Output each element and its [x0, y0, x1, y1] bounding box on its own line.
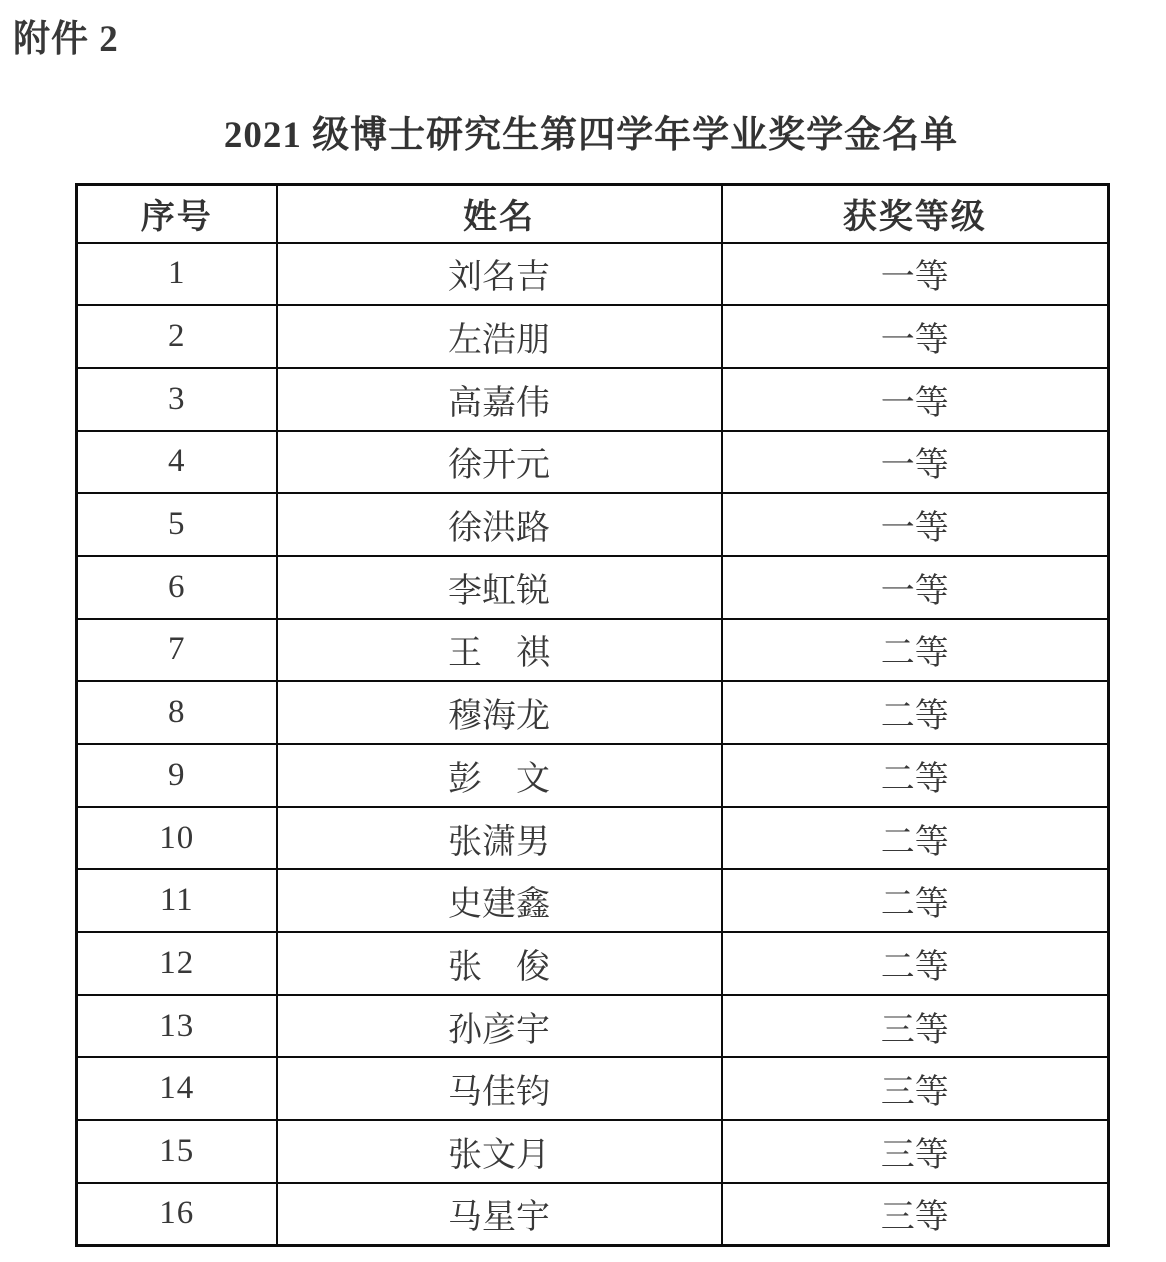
cell-serial-number: 4 [77, 431, 277, 494]
cell-student-name: 马佳钧 [277, 1057, 722, 1120]
scholarship-table [75, 183, 1110, 1247]
cell-award-grade: 一等 [722, 556, 1109, 619]
cell-award-grade: 一等 [722, 493, 1109, 556]
table-row [77, 807, 1109, 870]
table-row [77, 1120, 1109, 1183]
cell-serial-number: 11 [77, 869, 277, 932]
table-row [77, 305, 1109, 368]
cell-student-name: 张潇男 [277, 807, 722, 870]
table-row [77, 1057, 1109, 1120]
cell-student-name: 穆海龙 [277, 681, 722, 744]
cell-award-grade: 三等 [722, 995, 1109, 1058]
header-cell-no: 序号 [77, 185, 277, 243]
cell-student-name: 左浩朋 [277, 305, 722, 368]
table-row [77, 932, 1109, 995]
cell-student-name: 马星宇 [277, 1183, 722, 1246]
cell-award-grade: 三等 [722, 1120, 1109, 1183]
cell-award-grade: 二等 [722, 807, 1109, 870]
cell-award-grade: 二等 [722, 619, 1109, 682]
cell-serial-number: 6 [77, 556, 277, 619]
table-row [77, 681, 1109, 744]
table-row [77, 869, 1109, 932]
cell-student-name: 孙彦宇 [277, 995, 722, 1058]
cell-serial-number: 8 [77, 681, 277, 744]
table-row [77, 995, 1109, 1058]
cell-award-grade: 一等 [722, 431, 1109, 494]
cell-serial-number: 3 [77, 368, 277, 431]
cell-serial-number: 7 [77, 619, 277, 682]
table-row [77, 744, 1109, 807]
cell-serial-number: 2 [77, 305, 277, 368]
table-header-row [77, 185, 1109, 243]
cell-student-name: 张 俊 [277, 932, 722, 995]
header-cell-grade: 获奖等级 [722, 185, 1109, 243]
table-row [77, 368, 1109, 431]
cell-award-grade: 二等 [722, 869, 1109, 932]
table-row [77, 619, 1109, 682]
cell-award-grade: 一等 [722, 243, 1109, 306]
cell-award-grade: 三等 [722, 1183, 1109, 1246]
cell-student-name: 张文月 [277, 1120, 722, 1183]
cell-award-grade: 二等 [722, 681, 1109, 744]
cell-student-name: 李虹锐 [277, 556, 722, 619]
cell-serial-number: 10 [77, 807, 277, 870]
table-body [77, 243, 1109, 1246]
page-title: 2021 级博士研究生第四学年学业奖学金名单 [223, 115, 959, 156]
table-row [77, 243, 1109, 306]
cell-student-name: 徐洪路 [277, 493, 722, 556]
cell-student-name: 刘名吉 [277, 243, 722, 306]
cell-student-name: 高嘉伟 [277, 368, 722, 431]
cell-student-name: 王 祺 [277, 619, 722, 682]
table-row [77, 1183, 1109, 1246]
cell-serial-number: 9 [77, 744, 277, 807]
cell-award-grade: 一等 [722, 368, 1109, 431]
cell-student-name: 彭 文 [277, 744, 722, 807]
cell-serial-number: 5 [77, 493, 277, 556]
cell-award-grade: 一等 [722, 305, 1109, 368]
cell-award-grade: 二等 [722, 744, 1109, 807]
attachment-label: 附件 2 [13, 19, 119, 60]
cell-award-grade: 三等 [722, 1057, 1109, 1120]
cell-award-grade: 二等 [722, 932, 1109, 995]
cell-serial-number: 12 [77, 932, 277, 995]
table-row [77, 556, 1109, 619]
cell-student-name: 史建鑫 [277, 869, 722, 932]
cell-serial-number: 13 [77, 995, 277, 1058]
cell-serial-number: 1 [77, 243, 277, 306]
cell-student-name: 徐开元 [277, 431, 722, 494]
table-row [77, 493, 1109, 556]
header-cell-name: 姓名 [277, 185, 722, 243]
cell-serial-number: 15 [77, 1120, 277, 1183]
cell-serial-number: 16 [77, 1183, 277, 1246]
table-row [77, 431, 1109, 494]
cell-serial-number: 14 [77, 1057, 277, 1120]
